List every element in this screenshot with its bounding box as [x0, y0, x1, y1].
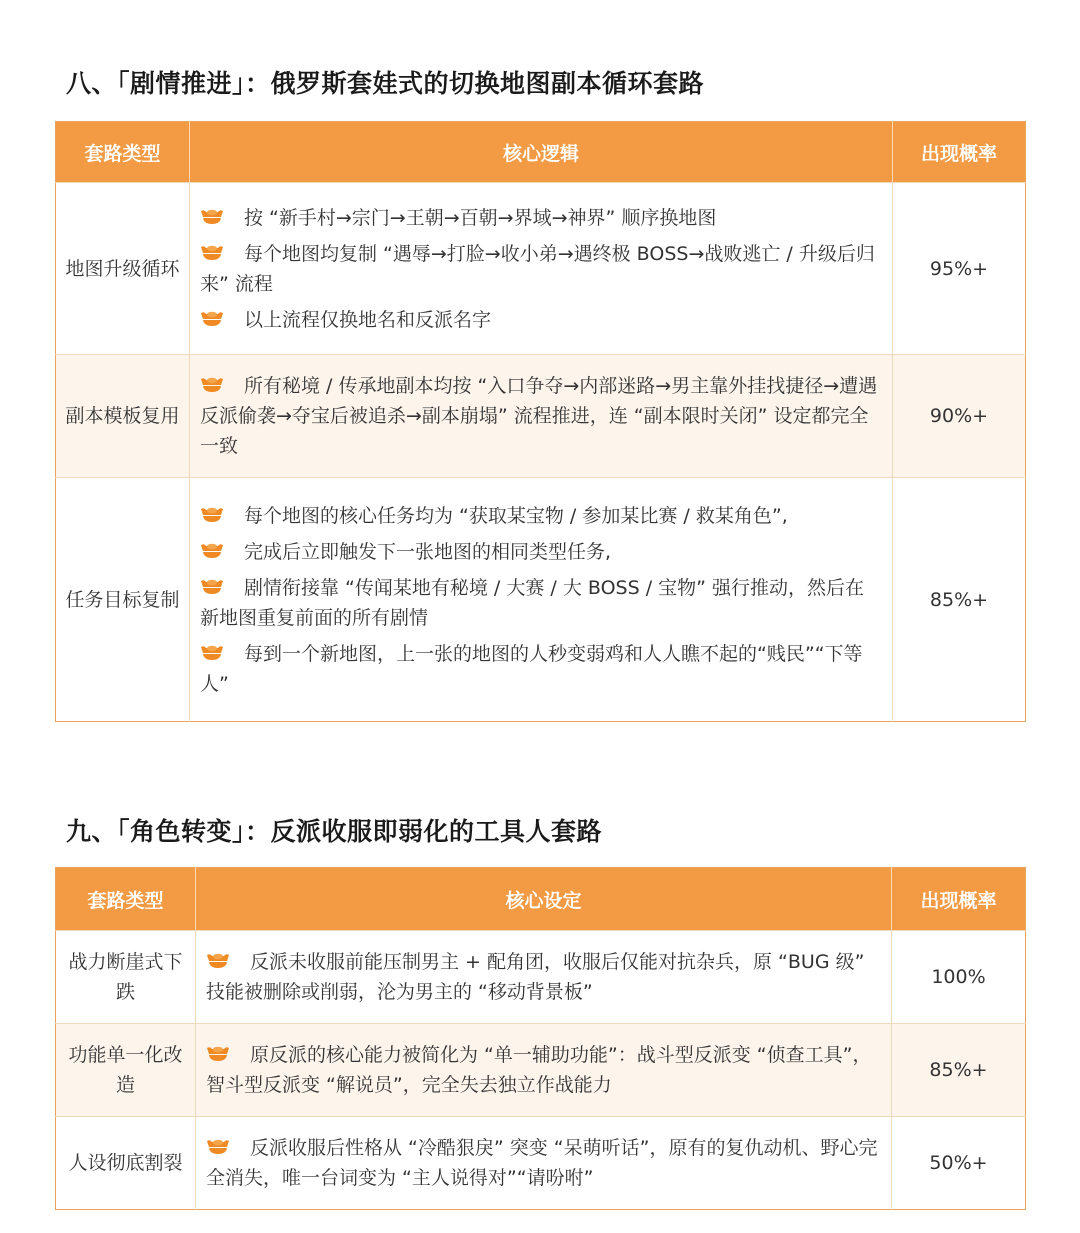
item-text: 反派收服后性格从 “冷酷狠戾” 突变 “呆萌听话”，原有的复仇动机、野心完全消失，唯一台词变为 “主人说得对”“请吩咐”: [206, 1137, 878, 1189]
list-item: [200, 203, 880, 233]
rate-value: 85%+: [893, 478, 1026, 722]
table-row: [56, 1024, 1026, 1117]
gold-ingot-icon: [200, 644, 224, 661]
list-item: [206, 1040, 879, 1100]
rate-value: 85%+: [892, 1024, 1026, 1117]
routine-content: [190, 183, 893, 355]
column-header-setting: 核心设定: [196, 868, 892, 931]
gold-ingot-icon: [200, 578, 224, 595]
rate-value: 95%+: [893, 183, 1026, 355]
item-text: 以上流程仅换地名和反派名字: [244, 308, 492, 331]
table-row: [56, 183, 1026, 355]
list-item: [206, 947, 879, 1007]
item-text: 每个地图均复制 “遇辱→打脸→收小弟→遇终极 BOSS→战败逃亡 / 升级后归来” 流程: [200, 242, 875, 295]
column-header-logic: 核心逻辑: [190, 122, 893, 183]
list-item: [200, 305, 880, 335]
table-row: [56, 1117, 1026, 1210]
item-text: 每到一个新地图，上一张的地图的人秒变弱鸡和人人瞧不起的“贱民”“下等人”: [200, 642, 863, 695]
table-header-row: [56, 122, 1026, 183]
routine-table: [55, 867, 1026, 1210]
routine-content: [190, 478, 893, 722]
gold-ingot-icon: [200, 310, 224, 327]
table-row: [56, 478, 1026, 722]
gold-ingot-icon: [206, 952, 230, 969]
list-item: [200, 639, 880, 699]
list-item: [206, 1133, 879, 1193]
item-text: 按 “新手村→宗门→王朝→百朝→界域→神界” 顺序换地图: [244, 206, 717, 229]
item-text: 反派未收服前能压制男主 + 配角团，收服后仅能对抗杂兵，原 “BUG 级” 技能被删除或削弱，沦为男主的 “移动背景板”: [206, 951, 865, 1003]
gold-ingot-icon: [200, 208, 224, 225]
list-item: [200, 573, 880, 633]
item-text: 原反派的核心能力被简化为 “单一辅助功能”：战斗型反派变 “侦查工具”，智斗型反派变 “解说员”，完全失去独立作战能力: [206, 1044, 872, 1096]
routine-content: [190, 355, 893, 478]
routine-content: [196, 931, 892, 1024]
routine-type: 副本模板复用: [56, 355, 190, 478]
gold-ingot-icon: [206, 1138, 230, 1155]
section-title: 九、「角色转变」：反派收服即弱化的工具人套路: [66, 817, 603, 846]
routine-type: 战力断崖式下跌: [56, 931, 196, 1024]
column-header-rate: 出现概率: [893, 122, 1026, 183]
section-title: 八、「剧情推进」：俄罗斯套娃式的切换地图副本循环套路: [66, 69, 705, 98]
gold-ingot-icon: [200, 506, 224, 523]
item-text: 每个地图的核心任务均为 “获取某宝物 / 参加某比赛 / 救某角色”,: [244, 504, 788, 527]
item-text: 剧情衔接靠 “传闻某地有秘境 / 大赛 / 大 BOSS / 宝物” 强行推动，然后在新地图重复前面的所有剧情: [200, 576, 865, 629]
rate-value: 50%+: [892, 1117, 1026, 1210]
list-item: [200, 537, 880, 567]
table-row: [56, 355, 1026, 478]
routine-type: 地图升级循环: [56, 183, 190, 355]
table-row: [56, 931, 1026, 1024]
gold-ingot-icon: [200, 244, 224, 261]
list-item: [200, 239, 880, 299]
column-header-type: 套路类型: [56, 122, 190, 183]
routine-content: [196, 1117, 892, 1210]
routine-content: [196, 1024, 892, 1117]
list-item: [200, 501, 880, 531]
routine-type: 功能单一化改造: [56, 1024, 196, 1117]
item-text: 完成后立即触发下一张地图的相同类型任务,: [244, 540, 612, 563]
routine-table: [55, 121, 1026, 722]
rate-value: 90%+: [893, 355, 1026, 478]
routine-type: 人设彻底割裂: [56, 1117, 196, 1210]
list-item: [200, 371, 880, 461]
item-text: 所有秘境 / 传承地副本均按 “入口争夺→内部迷路→男主靠外挂找捷径→遭遇反派偷袭→夺宝后被追杀→副本崩塌” 流程推进，连 “副本限时关闭” 设定都完全一致: [200, 375, 878, 457]
gold-ingot-icon: [200, 542, 224, 559]
gold-ingot-icon: [200, 376, 224, 393]
column-header-rate: 出现概率: [892, 868, 1026, 931]
rate-value: 100%: [892, 931, 1026, 1024]
table-header-row: [56, 868, 1026, 931]
gold-ingot-icon: [206, 1045, 230, 1062]
column-header-type: 套路类型: [56, 868, 196, 931]
routine-type: 任务目标复制: [56, 478, 190, 722]
